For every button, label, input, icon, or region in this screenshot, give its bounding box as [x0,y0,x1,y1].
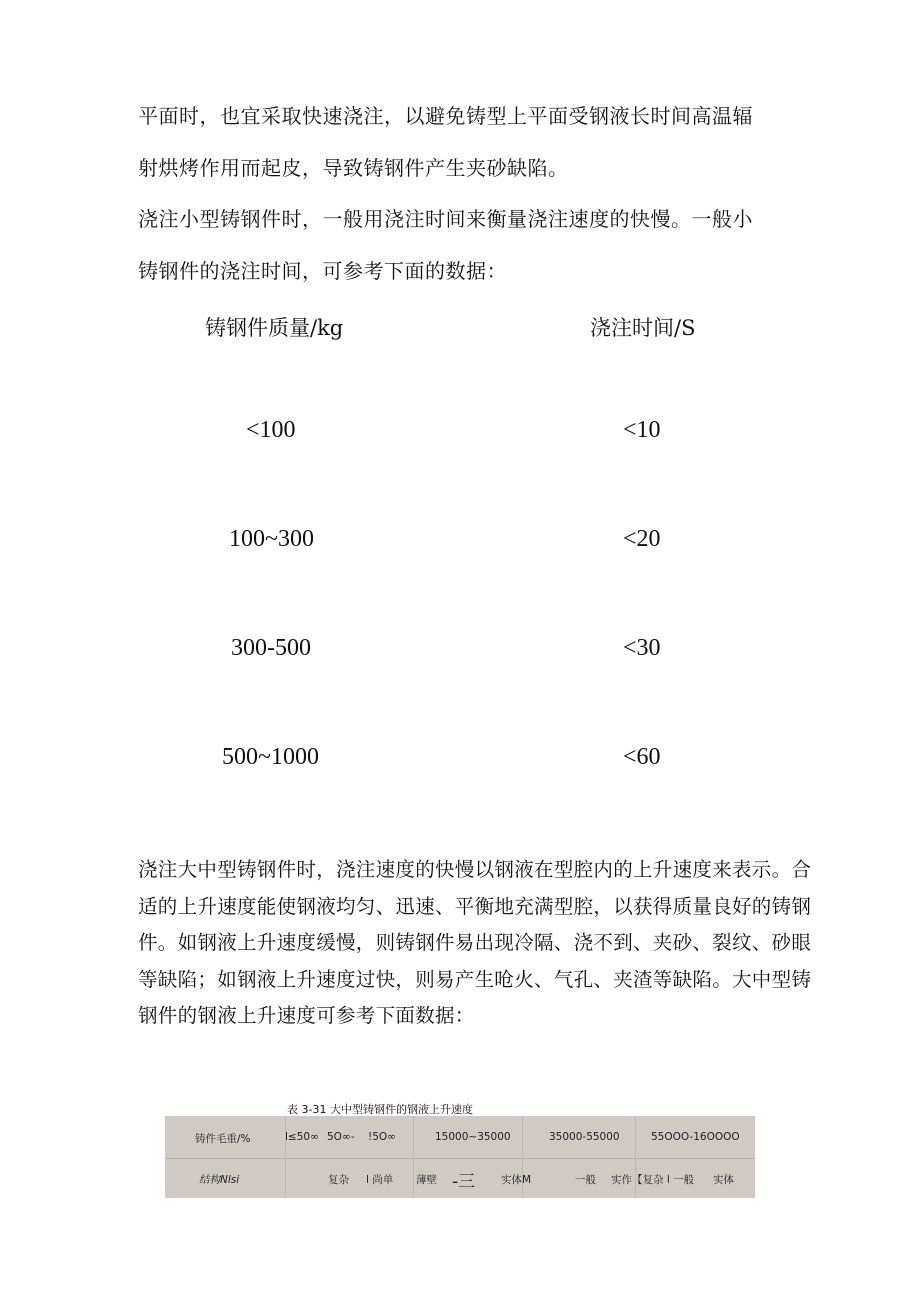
table-cell-mass: <100 [246,417,296,443]
table-cell: 35000-55000 [549,1131,620,1143]
column-header-mass: 铸钢件质量/kg [205,316,344,340]
column-header-time: 浇注时间/S [590,316,696,340]
scanned-table-image [165,1116,755,1198]
text-line: 平面时，也宜采取快速浇注，以避免铸型上平面受钢液长时间高温辐 [138,104,753,128]
table-caption: 表 3-31 大中型铸钢件的钢液上升速度 [287,1103,473,1116]
table-cell-mass: 300-500 [231,635,311,661]
table-cell: 一般 [575,1174,596,1186]
table-cell: l≤50∞ [285,1131,319,1143]
table-cell: 实作【复杂 l 一般 [611,1174,695,1186]
text-line: 铸钢件的浇注时间，可参考下面的数据： [138,259,507,283]
table-cell-time: <10 [623,417,661,443]
table-cell: 5O∞- [327,1131,355,1143]
text-line: 浇注大中型铸钢件时，浇注速度的快慢以钢液在型腔内的上升速度来表示。合 [138,858,812,881]
table-cell: 15000~35000 [435,1131,511,1143]
table-cell: l 尚单 [366,1174,394,1186]
text-line: 适的上升速度能使钢液均匀、迅速、平衡地充满型腔，以获得质量良好的铸钢 [138,894,812,918]
table-cell: 铸件毛重/% [195,1133,251,1145]
table-cell: -三 [452,1172,476,1192]
text-line: 等缺陷；如钢液上升速度过快，则易产生呛火、气孔、夹渣等缺陷。大中型铸 [138,967,812,991]
table-cell: 55OOO-16OOOO [651,1131,740,1143]
table-cell-time: <60 [623,744,661,770]
table-cell-time: <20 [623,526,661,552]
table-cell: 实体 [713,1174,734,1186]
body-paragraph [138,852,838,1035]
divider [285,1116,286,1198]
table-cell: 复杂 [328,1174,349,1186]
table-cell-time: <30 [623,635,661,661]
text-line: 浇注小型铸钢件时，一般用浇注时间来衡量浇注速度的快慢。一般小 [138,207,753,231]
table-cell: 实体M [501,1174,532,1186]
table-cell-mass: 500~1000 [222,744,319,770]
text-line: 射烘烤作用而起皮，导致铸钢件产生夹砂缺陷。 [138,156,569,180]
table-cell: 结构Nlsi [199,1174,240,1186]
text-line: 件。如钢液上升速度缓慢，则铸钢件易出现冷隔、浇不到、夹砂、裂纹、砂眼 [138,931,812,954]
table-cell-mass: 100~300 [229,526,314,552]
table-cell: 薄壁 [416,1174,437,1186]
table-cell: !5O∞ [368,1131,396,1143]
divider [413,1116,414,1198]
text-line: 钢件的钢液上升速度可参考下面数据： [138,1004,475,1027]
